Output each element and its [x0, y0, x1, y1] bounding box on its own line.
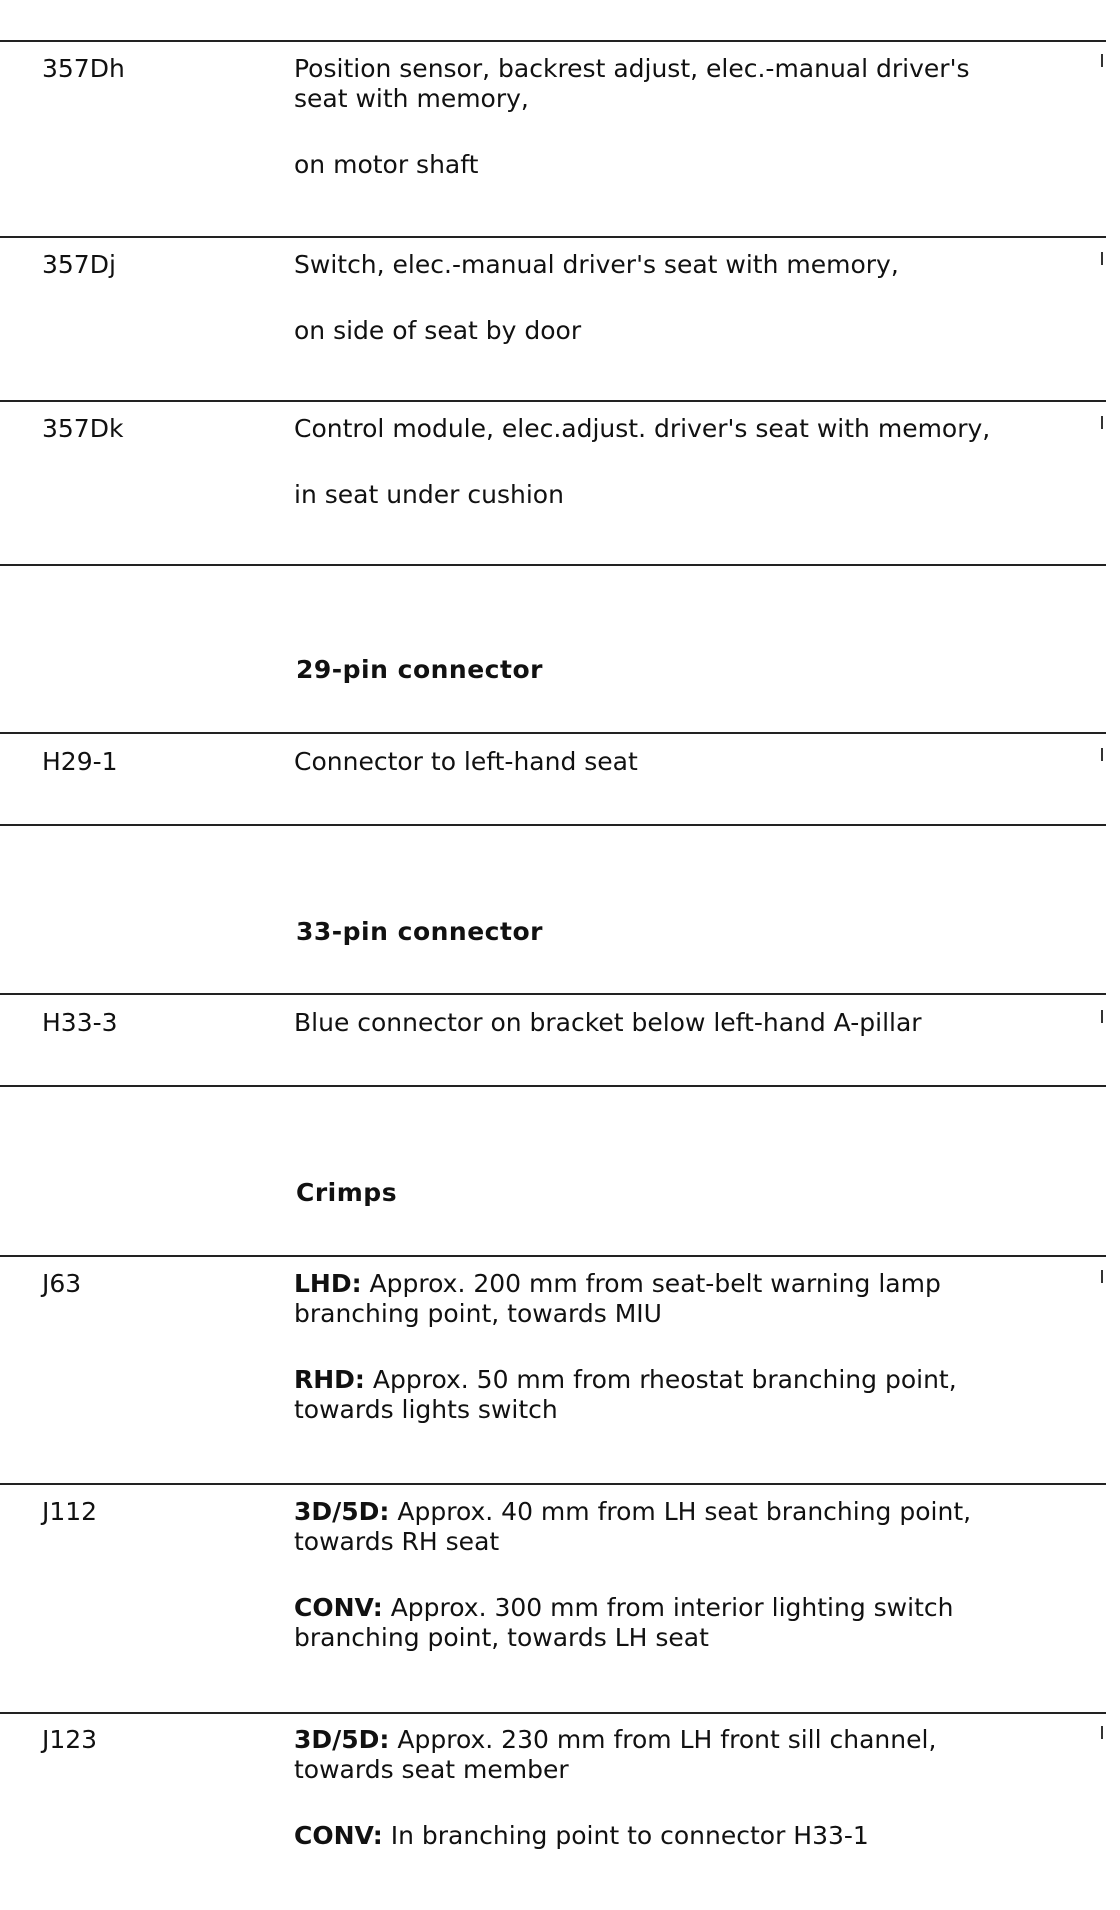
- table-rule: [0, 40, 1106, 42]
- table-rule: [0, 236, 1106, 238]
- variant-label: 3D/5D:: [294, 1725, 390, 1754]
- table-rule: [0, 993, 1106, 995]
- row-description: [294, 1497, 1094, 1653]
- margin-tick: [1101, 54, 1103, 67]
- description-text: Approx. 50 mm from rheostat branching point,: [364, 1365, 957, 1394]
- table-rule: [0, 1085, 1106, 1087]
- description-line: towards RH seat: [294, 1527, 500, 1556]
- description-line: [294, 1725, 1094, 1755]
- section-heading: 29-pin connector: [296, 655, 543, 684]
- table-rule: [0, 732, 1106, 734]
- row-code: H29-1: [42, 747, 118, 776]
- row-description: [294, 1269, 1094, 1425]
- margin-tick: [1101, 1010, 1103, 1023]
- description-line: in seat under cushion: [294, 480, 564, 509]
- description-line: [294, 1365, 1094, 1395]
- variant-label: 3D/5D:: [294, 1497, 390, 1526]
- description-line: Connector to left-hand seat: [294, 747, 638, 776]
- description-line: [294, 1821, 1094, 1851]
- row-code: J112: [42, 1497, 98, 1526]
- description-text: Approx. 40 mm from LH seat branching point,: [389, 1497, 972, 1526]
- description-line: [294, 1269, 1094, 1299]
- margin-tick: [1101, 748, 1103, 761]
- description-line: towards lights switch: [294, 1395, 558, 1424]
- description-line: seat with memory,: [294, 84, 529, 113]
- table-rule: [0, 1483, 1106, 1485]
- row-code: 357Dh: [42, 54, 125, 83]
- row-code: H33-3: [42, 1008, 118, 1037]
- description-line: branching point, towards MIU: [294, 1299, 662, 1328]
- description-text: Approx. 200 mm from seat-belt warning lamp: [361, 1269, 941, 1298]
- description-text: In branching point to connector H33-1: [382, 1821, 869, 1850]
- row-description: [294, 414, 1094, 510]
- margin-tick: [1101, 1726, 1103, 1739]
- margin-tick: [1101, 1270, 1103, 1283]
- variant-label: LHD:: [294, 1269, 362, 1298]
- description-line: [294, 1497, 1094, 1527]
- row-description: [294, 1725, 1094, 1851]
- variant-label: CONV:: [294, 1821, 383, 1850]
- row-description: [294, 747, 1094, 777]
- description-line: Blue connector on bracket below left-hand A-pillar: [294, 1008, 922, 1037]
- description-line: [294, 1593, 1094, 1623]
- row-code: 357Dj: [42, 250, 116, 279]
- table-rule: [0, 564, 1106, 566]
- description-line: Control module, elec.adjust. driver's seat with memory,: [294, 414, 991, 443]
- section-heading: Crimps: [296, 1178, 398, 1207]
- description-line: Position sensor, backrest adjust, elec.-manual driver's: [294, 54, 970, 83]
- row-code: 357Dk: [42, 414, 124, 443]
- description-text: Approx. 230 mm from LH front sill channel,: [389, 1725, 937, 1754]
- variant-label: RHD:: [294, 1365, 365, 1394]
- table-rule: [0, 400, 1106, 402]
- description-line: towards seat member: [294, 1755, 569, 1784]
- margin-tick: [1101, 252, 1103, 265]
- row-description: [294, 54, 1094, 180]
- row-description: [294, 250, 1094, 346]
- description-line: Switch, elec.-manual driver's seat with memory,: [294, 250, 899, 279]
- description-line: on motor shaft: [294, 150, 479, 179]
- description-line: branching point, towards LH seat: [294, 1623, 709, 1652]
- variant-label: CONV:: [294, 1593, 383, 1622]
- description-line: on side of seat by door: [294, 316, 582, 345]
- table-rule: [0, 1712, 1106, 1714]
- margin-tick: [1101, 416, 1103, 429]
- description-text: Approx. 300 mm from interior lighting switch: [382, 1593, 954, 1622]
- section-heading: 33-pin connector: [296, 917, 543, 946]
- row-code: J123: [42, 1725, 98, 1754]
- table-rule: [0, 1255, 1106, 1257]
- table-rule: [0, 824, 1106, 826]
- row-code: J63: [42, 1269, 82, 1298]
- row-description: [294, 1008, 1094, 1038]
